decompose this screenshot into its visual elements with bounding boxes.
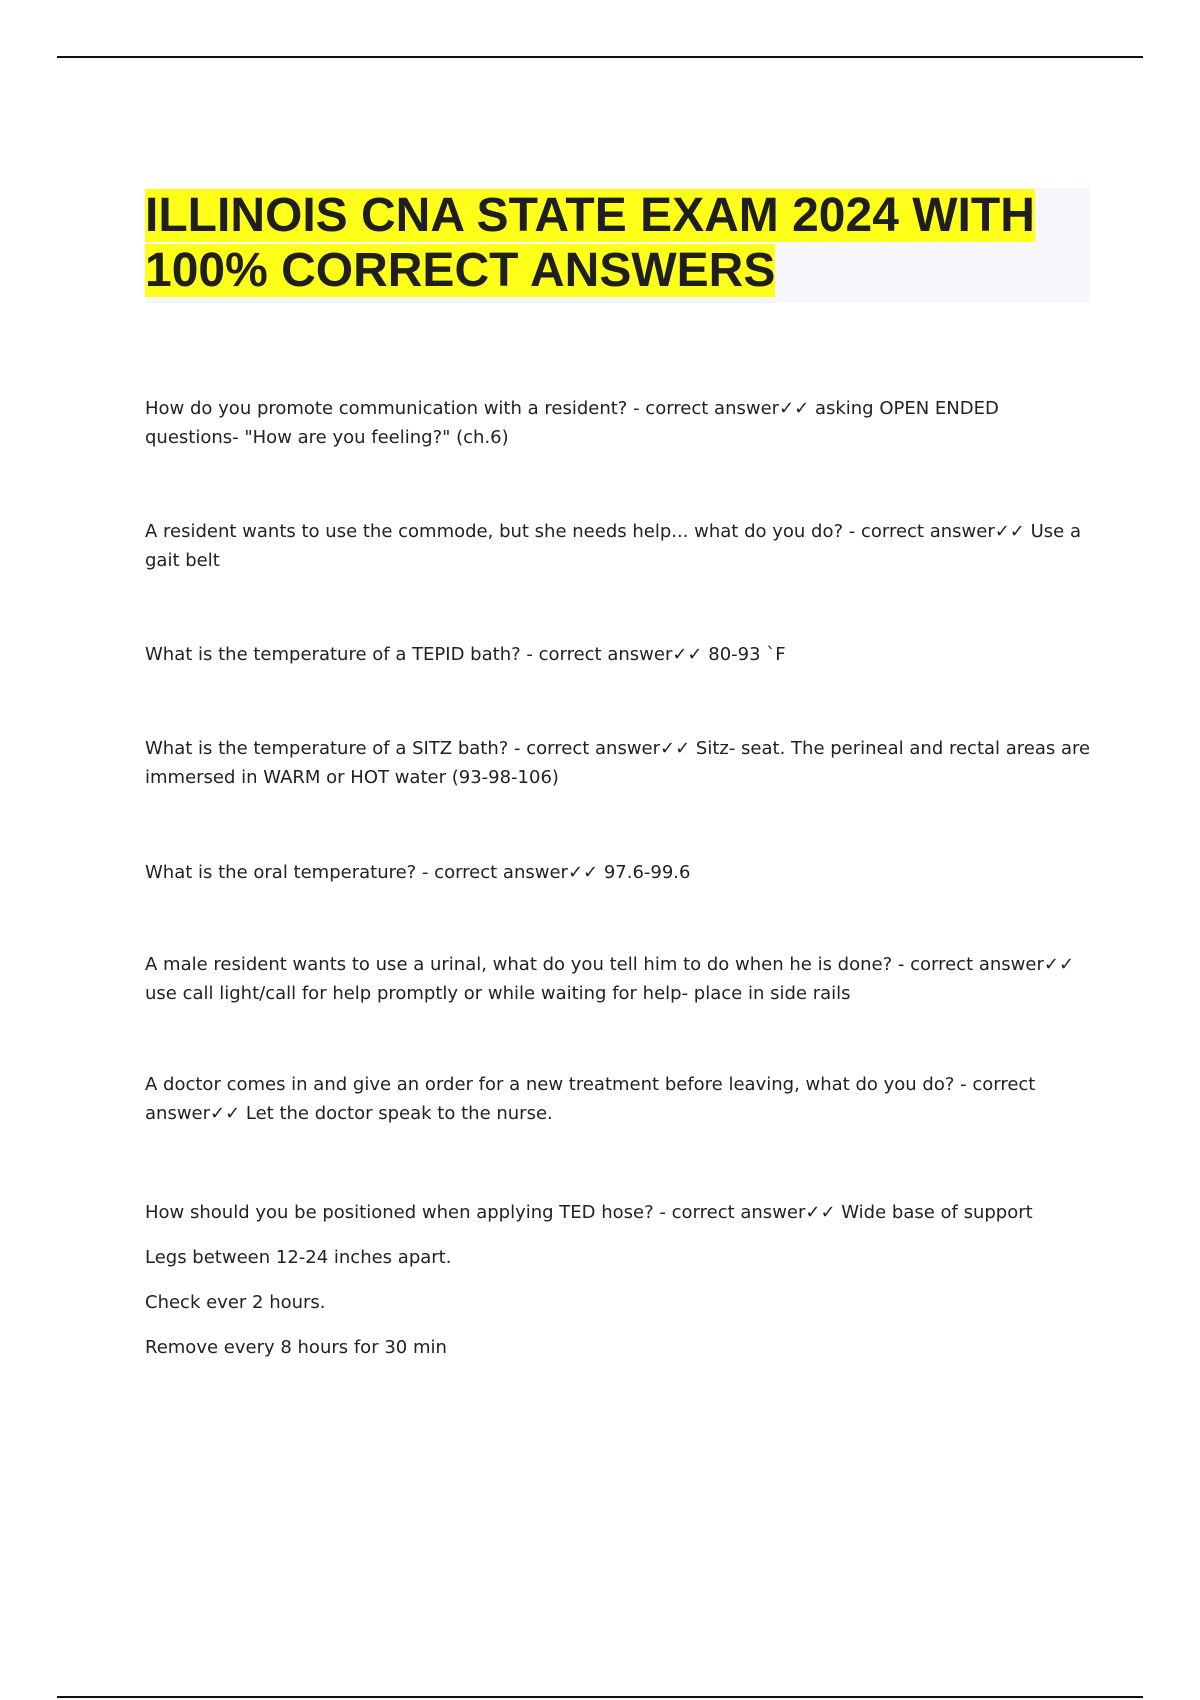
top-rule (57, 56, 1143, 58)
title-line-1: ILLINOIS CNA STATE EXAM 2024 WITH (145, 189, 1035, 242)
qa-extra-line: Remove every 8 hours for 30 min (145, 1337, 447, 1358)
qa-item-commode (145, 517, 1095, 575)
bottom-rule (57, 1696, 1143, 1698)
qa-extra-line: Legs between 12-24 inches apart. (145, 1247, 452, 1268)
qa-text: What is the temperature of a SITZ bath? - correct answer✓✓ Sitz- seat. The perineal and rectal areas are immersed in WARM or HOT water (93-98-106) (145, 738, 1091, 788)
title-block (145, 188, 1090, 303)
qa-text: What is the oral temperature? - correct answer✓✓ 97.6-99.6 (145, 862, 691, 883)
title-line-2: 100% CORRECT ANSWERS (145, 244, 776, 297)
qa-text: How should you be positioned when applying TED hose? - correct answer✓✓ Wide base of support (145, 1202, 1033, 1223)
qa-text: How do you promote communication with a resident? - correct answer✓✓ asking OPEN ENDED questions- "How are you feeling?" (ch.6) (145, 398, 999, 448)
qa-item-sitz-bath (145, 734, 1095, 792)
qa-item-communication (145, 394, 1095, 452)
qa-item-oral-temperature (145, 858, 1095, 887)
qa-item-urinal (145, 950, 1095, 1008)
qa-text: What is the temperature of a TEPID bath? - correct answer✓✓ 80-93 `F (145, 644, 786, 665)
qa-text: A resident wants to use the commode, but she needs help... what do you do? - correct answer✓✓ Use a gait belt (145, 521, 1081, 571)
qa-text: A male resident wants to use a urinal, what do you tell him to do when he is done? - correct answer✓✓ use call light/call for help promptly or while waiting for help- place in side rails (145, 954, 1075, 1004)
document-title (145, 188, 1090, 298)
qa-extra-line: Check ever 2 hours. (145, 1292, 326, 1313)
qa-text: A doctor comes in and give an order for a new treatment before leaving, what do you do? - correct answer✓✓ Let the doctor speak to the nurse. (145, 1074, 1036, 1124)
qa-item-doctor-order (145, 1070, 1095, 1128)
qa-item-tepid-bath (145, 640, 1095, 669)
qa-item-ted-hose (145, 1198, 1095, 1362)
